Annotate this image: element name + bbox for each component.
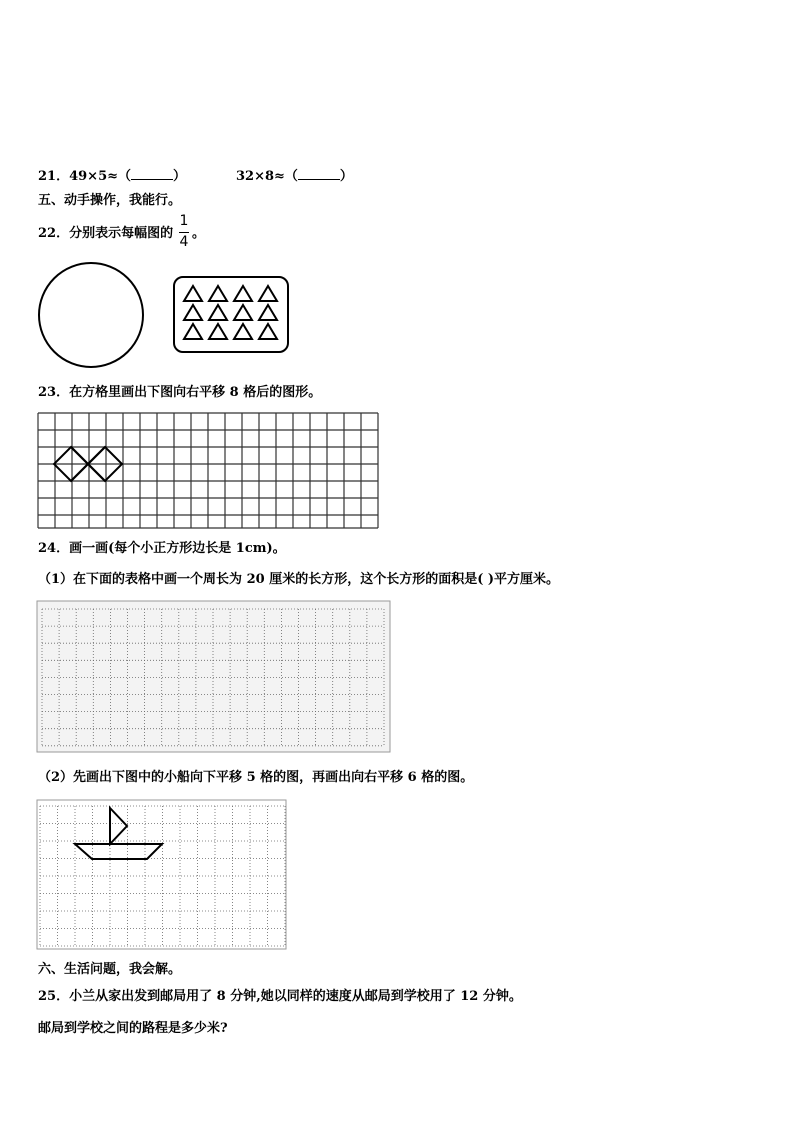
triangle-mark	[184, 305, 202, 320]
fraction-denominator: 4	[179, 234, 189, 250]
triangle-mark	[234, 324, 252, 339]
q21-right	[236, 167, 353, 185]
answer-blank[interactable]	[131, 167, 173, 180]
q23-text: 23．在方格里画出下图向右平移 8 格后的图形。	[38, 385, 322, 400]
answer-blank[interactable]	[298, 167, 340, 180]
q25-question: 邮局到学校之间的路程是多少米?	[38, 1021, 228, 1036]
q22-text	[38, 226, 173, 242]
triangle-mark	[209, 305, 227, 320]
q22-tail: 。	[192, 226, 206, 241]
q21-left-text: 21．49×5≈（	[38, 169, 132, 184]
q21-left	[38, 167, 186, 185]
triangle-mark	[234, 305, 252, 320]
q24-sub1: （1）在下面的表格中画一个周长为 20 厘米的长方形，这个长方形的面积是( )平方厘米。	[38, 572, 560, 587]
q22-prompt: 22．分别表示每幅图的	[38, 226, 174, 241]
section-6-heading: 六、生活问题，我会解。	[38, 962, 182, 977]
q24-grid-1	[37, 601, 391, 753]
circle-figure	[37, 262, 147, 372]
section-5-heading: 五、动手操作，我能行。	[38, 193, 182, 208]
triangle-mark	[209, 286, 227, 301]
triangle-mark	[259, 305, 277, 320]
q21-right-text: 32×8≈（	[236, 169, 298, 184]
q21-left-close: ）	[173, 169, 187, 184]
fraction-bar	[179, 232, 189, 233]
triangle-mark	[259, 324, 277, 339]
triangle-mark	[184, 324, 202, 339]
q21-right-close: ）	[339, 169, 353, 184]
q24-grid-2	[37, 800, 287, 950]
q23-grid	[37, 412, 389, 530]
fraction-numerator: 1	[179, 213, 189, 229]
q25-text: 25．小兰从家出发到邮局用了 8 分钟,她以同样的速度从邮局到学校用了 12 分钟。	[38, 989, 522, 1004]
triangle-mark	[234, 286, 252, 301]
triangles-figure	[173, 276, 291, 354]
q24-sub2: （2）先画出下图中的小船向下平移 5 格的图，再画出向右平移 6 格的图。	[38, 770, 474, 785]
triangle-mark	[209, 324, 227, 339]
triangle-mark	[259, 286, 277, 301]
triangle-mark	[184, 286, 202, 301]
q24-text: 24．画一画(每个小正方形边长是 1cm)。	[38, 541, 286, 556]
